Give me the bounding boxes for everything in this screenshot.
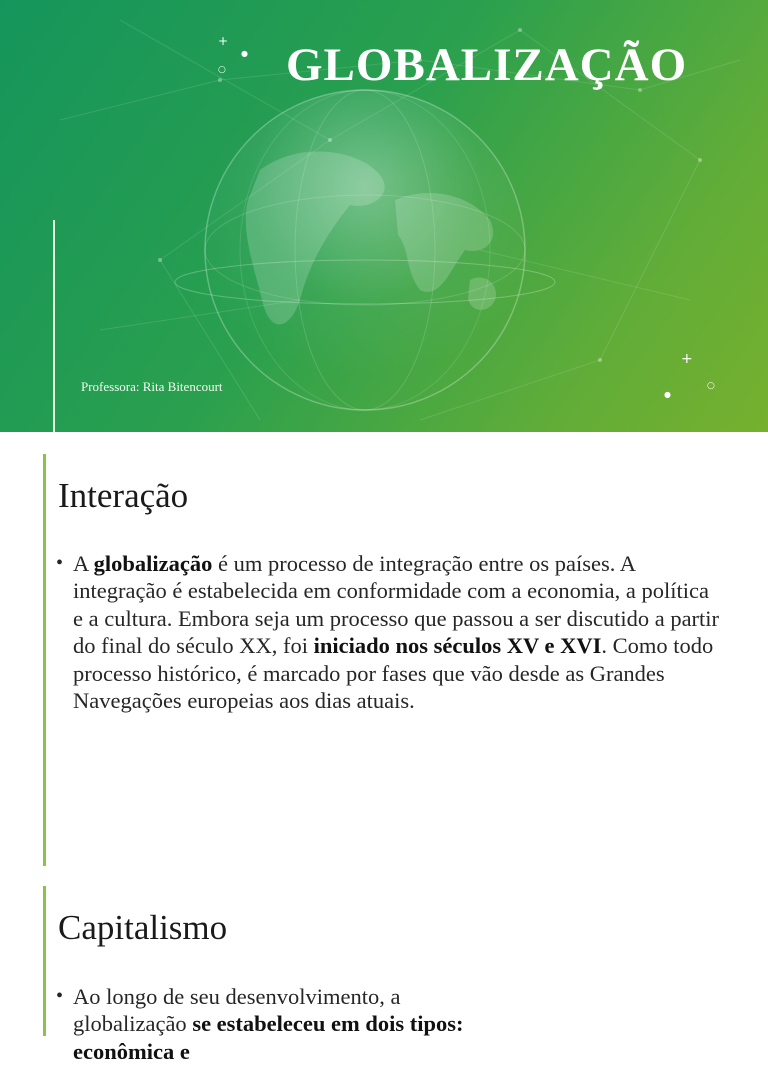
bullet-paragraph — [56, 550, 723, 714]
slide-heading: Interação — [58, 476, 189, 515]
ring-sparkle-icon: ○ — [218, 65, 226, 75]
bold-term: globalização — [93, 551, 213, 576]
dot-sparkle-icon: ● — [241, 49, 248, 58]
title-divider — [53, 220, 55, 432]
slide-accent-line — [43, 454, 46, 866]
ring-sparkle-icon: ○ — [707, 381, 715, 391]
bullet-dot: • — [56, 552, 64, 574]
bullet-dot: • — [56, 985, 64, 1007]
text-run: A — [73, 551, 94, 576]
title-slide — [0, 0, 768, 432]
text-run: é um processo de integração entre os países. A integração é estabelecida em conformidade com a economia, a política e a cultura. Embora seja um processo que passou a ser discutido a partir do final do século XX, foi — [73, 551, 720, 659]
slide-accent-line — [43, 886, 46, 1036]
slide-interacao — [0, 432, 768, 872]
bold-term: iniciado nos séculos XV e XVI — [313, 633, 602, 659]
plus-sparkle-icon: + — [218, 34, 229, 48]
bullet-paragraph — [56, 983, 503, 1065]
text-run: Ao longo de seu desenvolvimento, a globalização — [73, 984, 401, 1037]
bold-term: se estabeleceu em dois tipos: econômica e — [73, 1011, 464, 1064]
page-title: GLOBALIZAÇÃO — [286, 39, 688, 91]
presenter-name: Professora: Rita Bitencourt — [81, 379, 223, 394]
slide-heading: Capitalismo — [58, 908, 228, 947]
text-run: . Como todo processo histórico, é marcado por fases que vão desde as Grandes Navegações europeias aos dias atuais. — [73, 633, 714, 714]
plus-sparkle-icon: + — [681, 351, 693, 367]
slide-capitalismo — [0, 872, 768, 1064]
dot-sparkle-icon: ● — [664, 390, 671, 399]
